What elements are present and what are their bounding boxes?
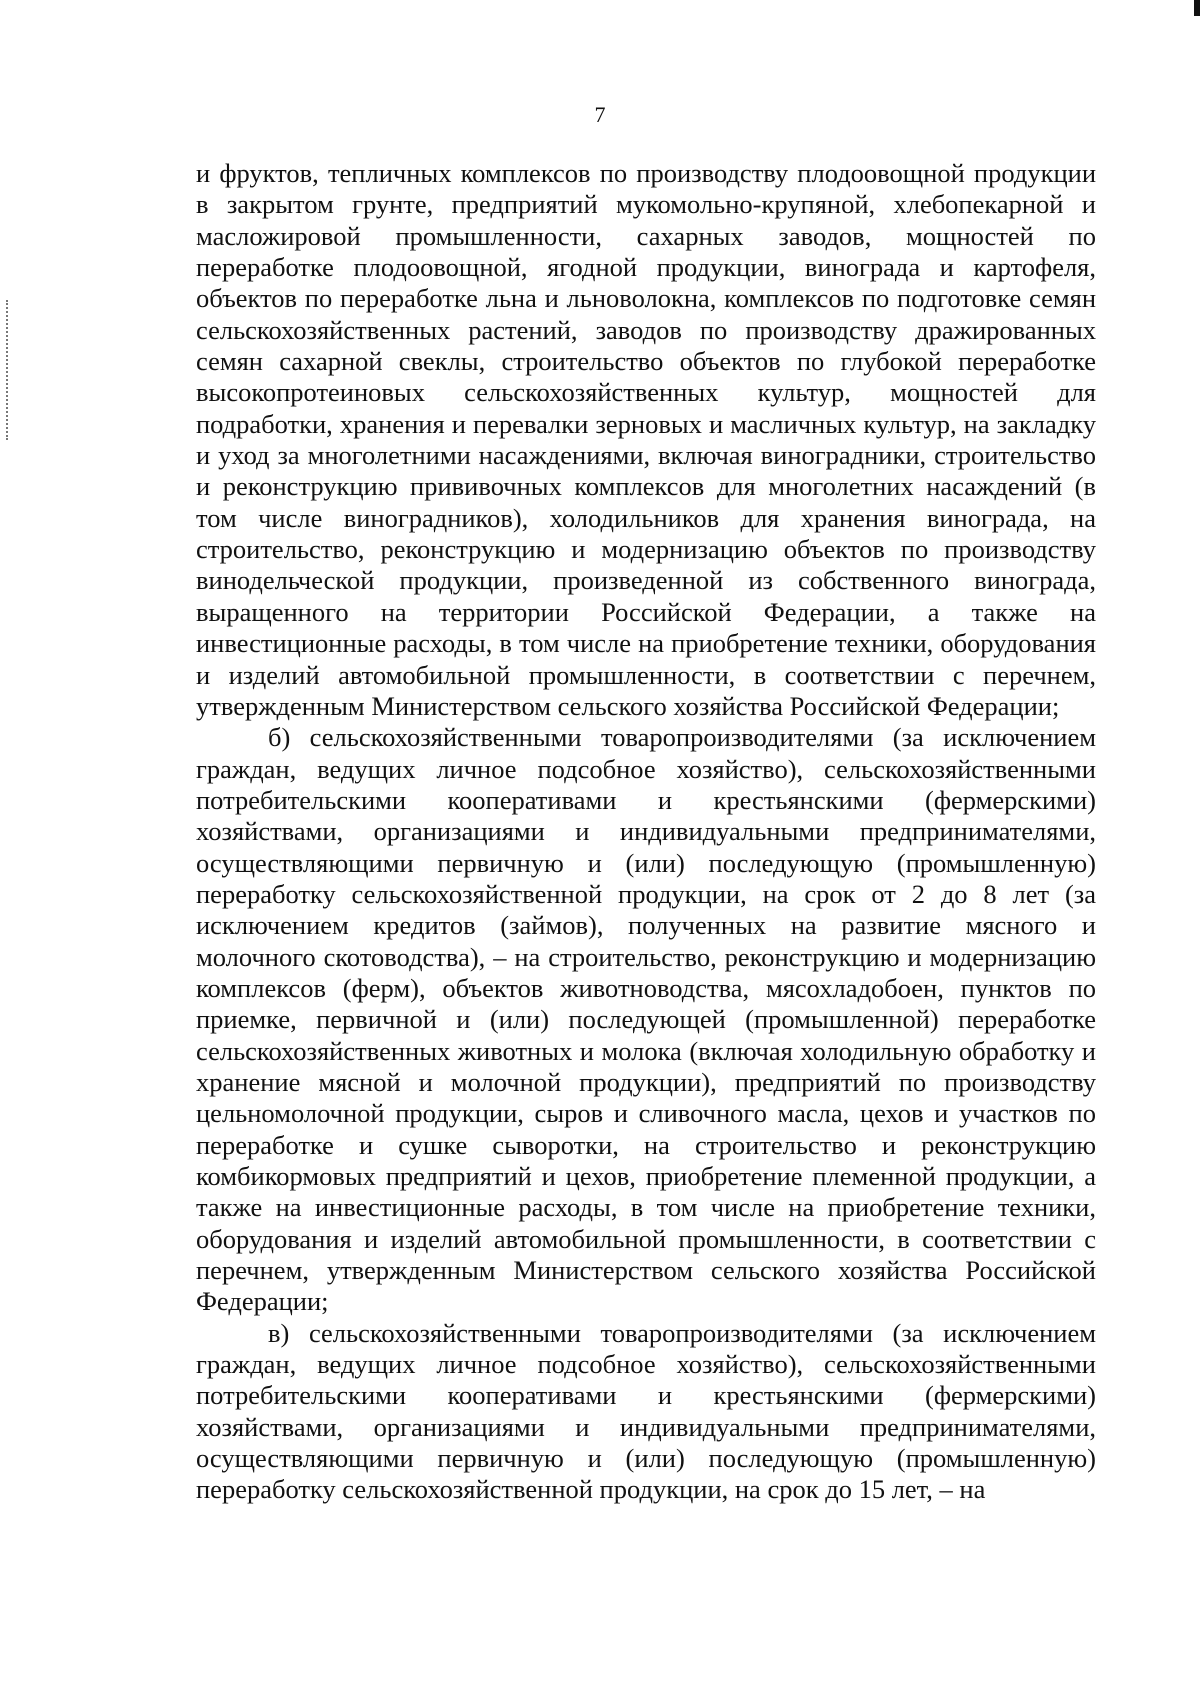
paragraph-item-v: в) сельскохозяйственными товаропроизводителями (за исключением граждан, ведущих личное подсобное хозяйство), сельскохозяйственными потребительскими кооперативами и крестьянскими (фермерскими) хозяйствами, организациями и индивидуальными предпринимателями, осуществляющими первичную и (или) последующую (промышленную) переработку сельскохозяйственной продукции, на срок до 15 лет, – на <box>196 1317 1096 1505</box>
scan-edge-mark <box>1194 0 1200 16</box>
paragraph-continuation: и фруктов, тепличных комплексов по производству плодоовощной продукции в закрытом грунте, предприятий мукомольно-крупяной, хлебопекарной и масложировой промышленности, сахарных заводов, мощностей по переработке плодоовощной, ягодной продукции, винограда и картофеля, объектов по переработке льна и льноволокна, комплексов по подготовке семян сельскохозяйственных растений, заводов по производству дражированных семян сахарной свеклы, строительство объектов по глубокой переработке высокопротеиновых сельскохозяйственных культур, мощностей для подработки, хранения и перевалки зерновых и масличных культур, на закладку и уход за многолетними насаждениями, включая виноградники, строительство и реконструкцию прививочных комплексов для многолетних насаждений (в том числе виноградников), холодильников для хранения винограда, на строительство, реконструкцию и модернизацию объектов по производству винодельческой продукции, произведенной из собственного винограда, выращенного на территории Российской Федерации, а также на инвестиционные расходы, в том числе на приобретение техники, оборудования и изделий автомобильной промышленности, в соответствии с перечнем, утвержденным Министерством сельского хозяйства Российской Федерации; <box>196 158 1096 721</box>
binding-margin-marks <box>6 300 10 440</box>
page-number: 7 <box>594 102 606 127</box>
document-body <box>196 158 1096 1506</box>
paragraph-item-b: б) сельскохозяйственными товаропроизводителями (за исключением граждан, ведущих личное подсобное хозяйство), сельскохозяйственными потребительскими кооперативами и крестьянскими (фермерскими) хозяйствами, организациями и индивидуальными предпринимателями, осуществляющими первичную и (или) последующую (промышленную) переработку сельскохозяйственной продукции, на срок от 2 до 8 лет (за исключением кредитов (займов), полученных на развитие мясного и молочного скотоводства), – на строительство, реконструкцию и модернизацию комплексов (ферм), объектов животноводства, мясохладобоен, пунктов по приемке, первичной и (или) последующей (промышленной) переработке сельскохозяйственных животных и молока (включая холодильную обработку и хранение мясной и молочной продукции), предприятий по производству цельномолочной продукции, сыров и сливочного масла, цехов и участков по переработке и сушке сыворотки, на строительство и реконструкцию комбикормовых предприятий и цехов, приобретение племенной продукции, а также на инвестиционные расходы, в том числе на приобретение техники, оборудования и изделий автомобильной промышленности, в соответствии с перечнем, утвержденным Министерством сельского хозяйства Российской Федерации; <box>196 722 1096 1317</box>
